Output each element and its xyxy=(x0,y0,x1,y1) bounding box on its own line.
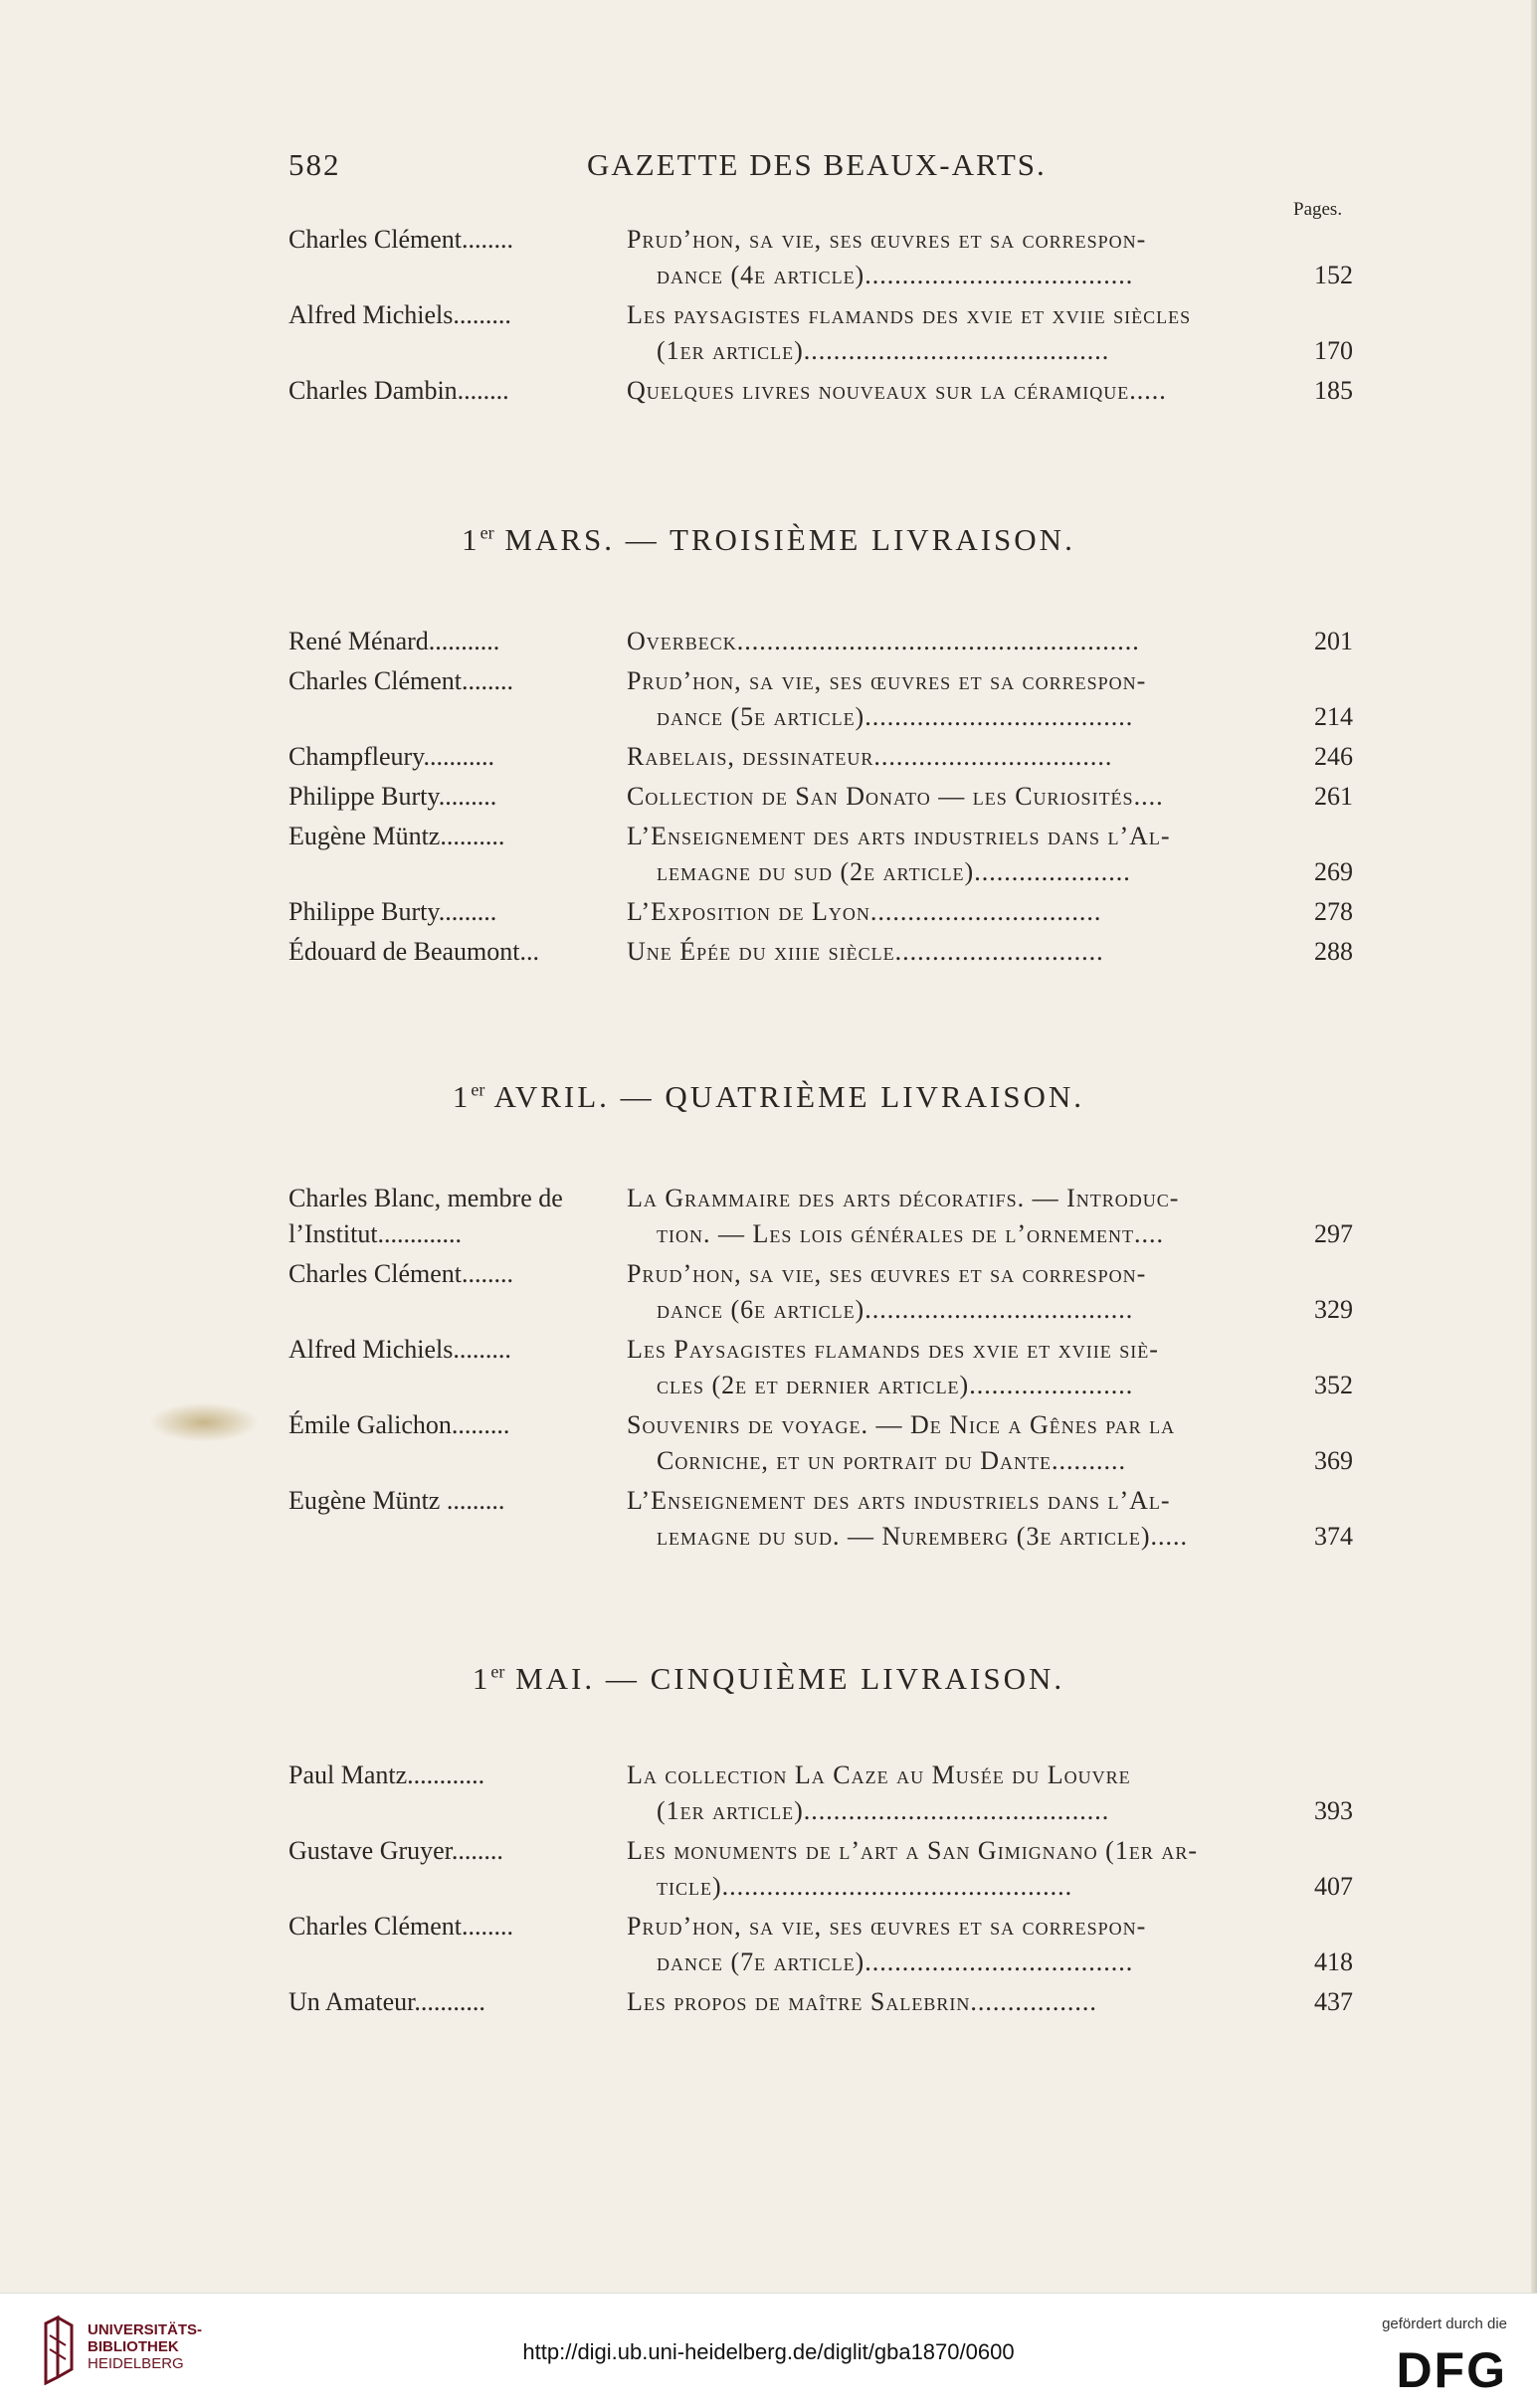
entry-page-number: 369 xyxy=(1314,1446,1353,1475)
entry-title-line: lemagne du sud. — Nuremberg (3e article)..... xyxy=(657,1522,1189,1551)
entry-author: Philippe Burty......... xyxy=(288,897,497,926)
toc-entry xyxy=(288,1760,1353,1832)
section-title-text: AVRIL. — QUATRIÈME LIVRAISON. xyxy=(484,1079,1085,1114)
entry-author: Un Amateur........... xyxy=(288,1987,485,2016)
section-day-suffix: er xyxy=(471,1079,485,1100)
toc-entry xyxy=(288,897,1353,933)
dfg-logo: DFG xyxy=(1396,2342,1507,2398)
entry-page-number: 352 xyxy=(1314,1371,1353,1399)
page-number: 582 xyxy=(288,147,341,182)
toc-entry xyxy=(288,742,1353,778)
section-day: 1 xyxy=(472,1661,491,1696)
entry-page-number: 201 xyxy=(1314,627,1353,655)
toc-entry xyxy=(288,782,1353,818)
section-title-text: MARS. — TROISIÈME LIVRAISON. xyxy=(493,522,1075,557)
toc-entry xyxy=(288,1259,1353,1331)
entry-author: Émile Galichon......... xyxy=(288,1410,510,1439)
permalink-url[interactable]: http://digi.ub.uni-heidelberg.de/diglit/gba1870/0600 xyxy=(522,2339,1015,2364)
entry-author: Charles Clément........ xyxy=(288,225,514,254)
entry-page-number: 246 xyxy=(1314,742,1353,771)
section-day: 1 xyxy=(462,522,480,557)
funding-label: gefördert durch die xyxy=(1382,2315,1507,2332)
section-day: 1 xyxy=(452,1079,472,1114)
entry-title-line: Les propos de maître Salebrin................. xyxy=(627,1987,1097,2016)
page-edge xyxy=(1531,0,1537,2293)
toc-entry xyxy=(288,666,1353,738)
entry-author: Gustave Gruyer........ xyxy=(288,1836,503,1865)
entry-author: Alfred Michiels......... xyxy=(288,300,511,329)
section-heading xyxy=(0,1079,1537,1115)
toc-entry xyxy=(288,376,1353,412)
entry-page-number: 185 xyxy=(1314,376,1353,405)
entry-title-line: Prud’hon, sa vie, ses œuvres et sa correspon- xyxy=(627,1912,1147,1941)
entry-title-line: La collection La Caze au Musée du Louvre xyxy=(627,1760,1131,1789)
toc-entry xyxy=(288,1912,1353,1983)
entry-title-line: Prud’hon, sa vie, ses œuvres et sa correspon- xyxy=(627,666,1147,695)
entry-title-line: ticle)............................................... xyxy=(657,1872,1073,1901)
entry-title-line: tion. — Les lois générales de l’ornement.... xyxy=(657,1219,1165,1248)
library-line-2: BIBLIOTHEK xyxy=(88,2338,179,2355)
entry-page-number: 418 xyxy=(1314,1947,1353,1976)
entry-author-continued: l’Institut............. xyxy=(288,1219,463,1248)
toc-entry xyxy=(288,822,1353,893)
toc-entry xyxy=(288,225,1353,296)
entry-title-line: L’Exposition de Lyon............................... xyxy=(627,897,1102,926)
entry-title-line: Prud’hon, sa vie, ses œuvres et sa correspon- xyxy=(627,225,1147,254)
entry-page-number: 297 xyxy=(1314,1219,1353,1248)
entry-title-line: Quelques livres nouveaux sur la céramique..... xyxy=(627,376,1167,405)
entry-author: Eugène Müntz ......... xyxy=(288,1486,505,1515)
entry-title-line: Prud’hon, sa vie, ses œuvres et sa correspon- xyxy=(627,1259,1147,1288)
entry-author: Eugène Müntz.......... xyxy=(288,822,505,850)
entry-title-line: Rabelais, dessinateur................................ xyxy=(627,742,1113,771)
entry-title-line: (1er article)......................................... xyxy=(657,336,1110,365)
toc-entry xyxy=(288,937,1353,973)
entry-page-number: 407 xyxy=(1314,1872,1353,1901)
entry-title-line: dance (6e article).................................... xyxy=(657,1295,1134,1324)
entry-title-line: Les Paysagistes flamands des xvie et xviie siè- xyxy=(627,1335,1159,1364)
entry-author: René Ménard........... xyxy=(288,627,500,655)
entry-author: Charles Blanc, membre de xyxy=(288,1184,563,1212)
toc-entry xyxy=(288,1410,1353,1482)
entry-title-line: L’Enseignement des arts industriels dans l’Al- xyxy=(627,1486,1171,1515)
entry-author: Charles Clément........ xyxy=(288,1259,514,1288)
entry-title-line: Corniche, et un portrait du Dante.......... xyxy=(657,1446,1127,1475)
entry-title-line: dance (5e article).................................... xyxy=(657,702,1134,731)
entry-title-line: (1er article)......................................... xyxy=(657,1796,1110,1825)
entry-title-line: Souvenirs de voyage. — De Nice a Gênes par la xyxy=(627,1410,1176,1439)
entry-page-number: 261 xyxy=(1314,782,1353,811)
entry-title-line: lemagne du sud (2e article)..................... xyxy=(657,857,1131,886)
entry-page-number: 329 xyxy=(1314,1295,1353,1324)
entry-title-line: La Grammaire des arts décoratifs. — Introduc- xyxy=(627,1184,1180,1212)
page-header xyxy=(288,147,1353,193)
toc-entry xyxy=(288,627,1353,662)
footer-bar xyxy=(0,2293,1537,2408)
paper-stain xyxy=(149,1402,259,1442)
entry-title-line: dance (7e article).................................... xyxy=(657,1947,1134,1976)
toc-entry xyxy=(288,1486,1353,1558)
entry-page-number: 269 xyxy=(1314,857,1353,886)
entry-author: Alfred Michiels......... xyxy=(288,1335,511,1364)
library-line-3: HEIDELBERG xyxy=(88,2355,184,2372)
toc-entry xyxy=(288,300,1353,372)
entry-page-number: 214 xyxy=(1314,702,1353,731)
running-title: GAZETTE DES BEAUX-ARTS. xyxy=(587,147,1047,182)
section-day-suffix: er xyxy=(480,522,494,543)
entry-author: Édouard de Beaumont... xyxy=(288,937,539,966)
entry-title-line: Les monuments de l’art a San Gimignano (1er ar- xyxy=(627,1836,1199,1865)
toc-entry xyxy=(288,1987,1353,2023)
pages-column-label: Pages. xyxy=(1293,199,1343,220)
entry-author: Champfleury........... xyxy=(288,742,494,771)
library-line-1: UNIVERSITÄTS- xyxy=(88,2321,203,2338)
section-title-text: MAI. — CINQUIÈME LIVRAISON. xyxy=(504,1661,1065,1696)
entry-author: Charles Clément........ xyxy=(288,666,514,695)
section-day-suffix: er xyxy=(490,1661,505,1682)
entry-author: Paul Mantz............ xyxy=(288,1760,485,1789)
entry-author: Charles Dambin........ xyxy=(288,376,509,405)
entry-title-line: Les paysagistes flamands des xvie et xviie siècles xyxy=(627,300,1192,329)
entry-page-number: 278 xyxy=(1314,897,1353,926)
entry-page-number: 437 xyxy=(1314,1987,1353,2016)
entry-title-line: Overbeck...................................................... xyxy=(627,627,1140,655)
entry-title-line: L’Enseignement des arts industriels dans l’Al- xyxy=(627,822,1171,850)
entry-title-line: Collection de San Donato — les Curiosités.... xyxy=(627,782,1164,811)
section-heading xyxy=(0,1661,1537,1697)
entry-page-number: 170 xyxy=(1314,336,1353,365)
entry-page-number: 152 xyxy=(1314,261,1353,289)
entry-author: Charles Clément........ xyxy=(288,1912,514,1941)
entry-title-line: dance (4e article).................................... xyxy=(657,261,1134,289)
toc-entry xyxy=(288,1335,1353,1406)
entry-author: Philippe Burty......... xyxy=(288,782,497,811)
entry-page-number: 393 xyxy=(1314,1796,1353,1825)
section-heading xyxy=(0,522,1537,558)
entry-page-number: 374 xyxy=(1314,1522,1353,1551)
toc-entry xyxy=(288,1836,1353,1908)
entry-title-line: Une Épée du xiiie siècle............................ xyxy=(627,937,1104,966)
entry-title-line: cles (2e et dernier article)...................... xyxy=(657,1371,1134,1399)
entry-page-number: 288 xyxy=(1314,937,1353,966)
toc-entry xyxy=(288,1184,1353,1255)
